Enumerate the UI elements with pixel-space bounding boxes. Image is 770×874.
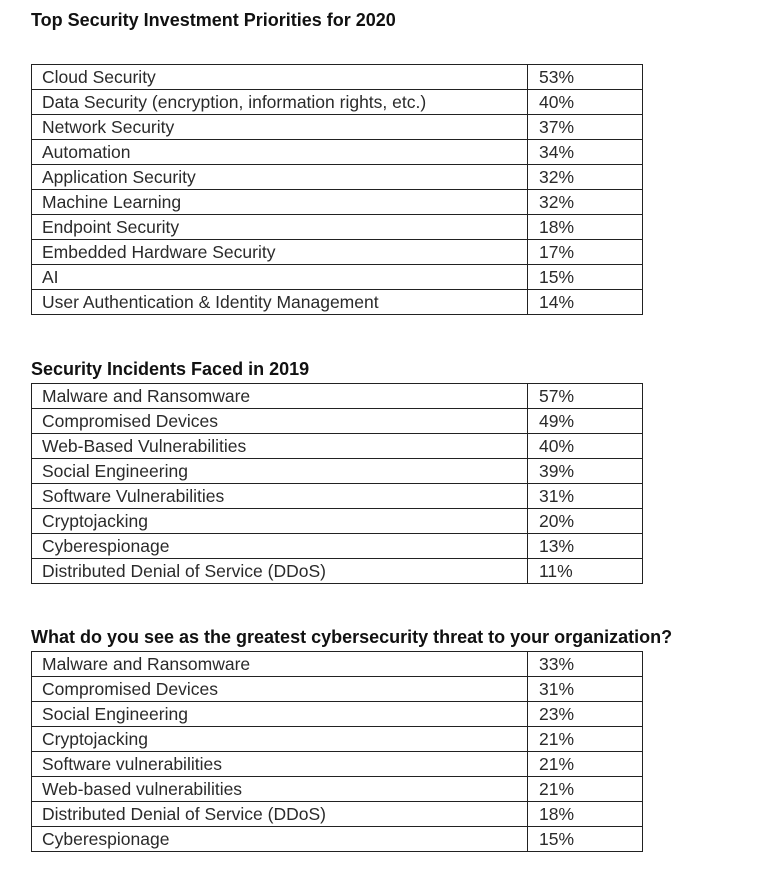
table-row	[32, 190, 643, 215]
incidents-2019-table	[31, 383, 643, 584]
row-label: Malware and Ransomware	[32, 384, 528, 409]
row-label: AI	[32, 265, 528, 290]
table-row	[32, 677, 643, 702]
row-value: 11%	[528, 559, 643, 584]
row-value: 31%	[528, 484, 643, 509]
table-row	[32, 290, 643, 315]
row-label: Distributed Denial of Service (DDoS)	[32, 802, 528, 827]
row-value: 57%	[528, 384, 643, 409]
row-label: Data Security (encryption, information rights, etc.)	[32, 90, 528, 115]
row-label: Compromised Devices	[32, 409, 528, 434]
table-row	[32, 165, 643, 190]
table-row	[32, 802, 643, 827]
row-label: Cloud Security	[32, 65, 528, 90]
row-value: 13%	[528, 534, 643, 559]
row-label: Automation	[32, 140, 528, 165]
table-row	[32, 827, 643, 852]
row-value: 21%	[528, 777, 643, 802]
table-row	[32, 240, 643, 265]
row-label: Application Security	[32, 165, 528, 190]
row-value: 34%	[528, 140, 643, 165]
row-value: 21%	[528, 727, 643, 752]
table-row	[32, 652, 643, 677]
table-row	[32, 90, 643, 115]
row-label: Malware and Ransomware	[32, 652, 528, 677]
table-row	[32, 265, 643, 290]
table-row	[32, 752, 643, 777]
row-value: 18%	[528, 215, 643, 240]
section-title-greatest-threat: What do you see as the greatest cybersecurity threat to your organization?	[31, 627, 673, 647]
row-value: 39%	[528, 459, 643, 484]
table-row	[32, 559, 643, 584]
greatest-threat-table	[31, 651, 643, 852]
row-value: 37%	[528, 115, 643, 140]
row-label: Compromised Devices	[32, 677, 528, 702]
table-row	[32, 727, 643, 752]
row-value: 32%	[528, 165, 643, 190]
row-value: 15%	[528, 265, 643, 290]
table-row	[32, 777, 643, 802]
table-row	[32, 384, 643, 409]
row-label: Network Security	[32, 115, 528, 140]
table-row	[32, 65, 643, 90]
row-value: 31%	[528, 677, 643, 702]
table-row	[32, 140, 643, 165]
row-label: Cyberespionage	[32, 827, 528, 852]
section-title-incidents-2019: Security Incidents Faced in 2019	[31, 359, 310, 379]
row-value: 20%	[528, 509, 643, 534]
row-value: 40%	[528, 434, 643, 459]
row-value: 18%	[528, 802, 643, 827]
row-value: 49%	[528, 409, 643, 434]
row-label: Software Vulnerabilities	[32, 484, 528, 509]
table-row	[32, 459, 643, 484]
section-title-investment-priorities: Top Security Investment Priorities for 2020	[31, 10, 396, 30]
table-row	[32, 115, 643, 140]
table-row	[32, 702, 643, 727]
row-label: Cryptojacking	[32, 509, 528, 534]
row-value: 17%	[528, 240, 643, 265]
row-label: User Authentication & Identity Management	[32, 290, 528, 315]
row-label: Web-based vulnerabilities	[32, 777, 528, 802]
row-label: Endpoint Security	[32, 215, 528, 240]
row-label: Distributed Denial of Service (DDoS)	[32, 559, 528, 584]
row-value: 53%	[528, 65, 643, 90]
table-row	[32, 215, 643, 240]
row-label: Machine Learning	[32, 190, 528, 215]
row-label: Embedded Hardware Security	[32, 240, 528, 265]
row-value: 14%	[528, 290, 643, 315]
row-value: 15%	[528, 827, 643, 852]
row-value: 40%	[528, 90, 643, 115]
table-row	[32, 509, 643, 534]
row-label: Social Engineering	[32, 702, 528, 727]
row-value: 32%	[528, 190, 643, 215]
row-label: Cryptojacking	[32, 727, 528, 752]
table-row	[32, 534, 643, 559]
table-row	[32, 409, 643, 434]
row-value: 21%	[528, 752, 643, 777]
row-label: Software vulnerabilities	[32, 752, 528, 777]
investment-priorities-table	[31, 64, 643, 315]
table-row	[32, 434, 643, 459]
row-label: Cyberespionage	[32, 534, 528, 559]
table-row	[32, 484, 643, 509]
row-label: Social Engineering	[32, 459, 528, 484]
row-label: Web-Based Vulnerabilities	[32, 434, 528, 459]
row-value: 33%	[528, 652, 643, 677]
row-value: 23%	[528, 702, 643, 727]
